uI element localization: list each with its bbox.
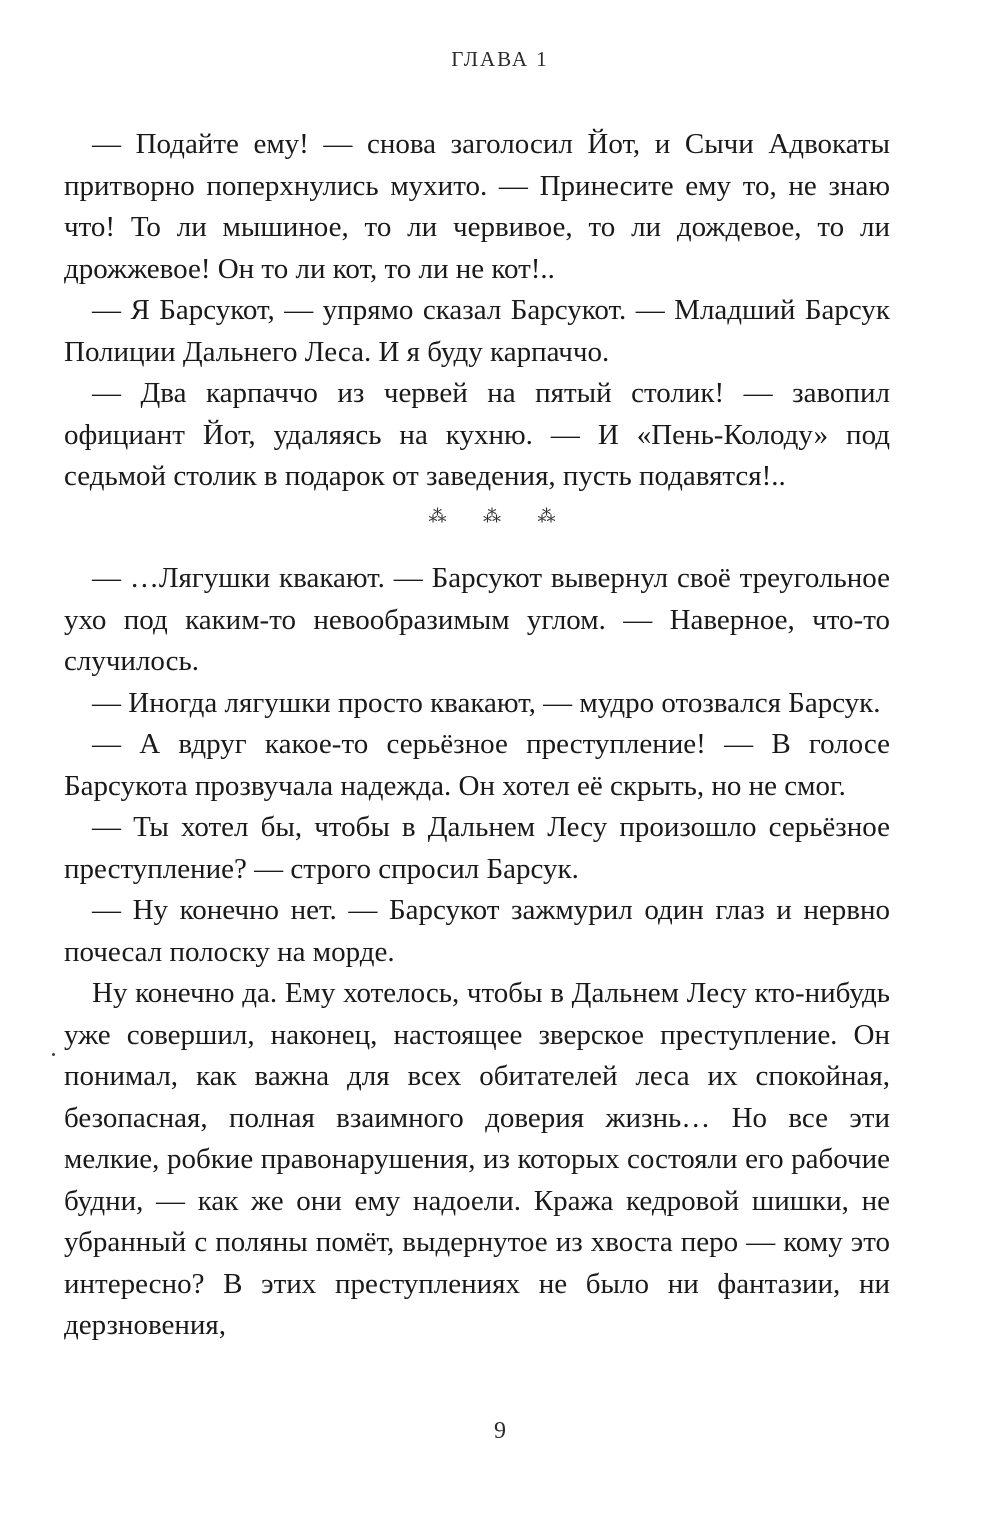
paragraph: — …Лягушки квакают. — Барсукот вывернул своё треугольное ухо под каким-то невообразимым углом. — Наверное, что-то случилось. [64, 562, 890, 677]
print-speck [52, 1053, 55, 1056]
paragraph: — Ну конечно нет. — Барсукот зажмурил один глаз и нервно почесал полоску на морде. [64, 894, 890, 968]
paragraph: — Я Барсукот, — упрямо сказал Барсукот. — Младший Барсук Полиции Дальнего Леса. И я буду карпаччо. [64, 294, 890, 368]
paragraph: — А вдруг какое-то серьёзное преступление! — В голосе Барсукота прозвучала надежда. Он хотел её скрыть, но не смог. [64, 728, 890, 802]
paragraph: — Два карпаччо из червей на пятый столик! — завопил официант Йот, удаляясь на кухню. — И «Пень-Колоду» под седьмой столик в подарок от заведения, пусть подавятся!.. [64, 377, 890, 492]
text-block-lower [64, 558, 890, 1347]
text-block-upper [64, 124, 890, 498]
paragraph: — Подайте ему! — снова заголосил Йот, и Сычи Адвокаты притворно поперхнулись мухито. — Принесите ему то, не знаю что! То ли мышиное, то ли червивое, то ли дождевое, то ли дрожжевое! Он то ли кот, то ли не кот!.. [64, 128, 890, 285]
paragraph: Ну конечно да. Ему хотелось, чтобы в Дальнем Лесу кто-нибудь уже совершил, наконец, настоящее зверское преступление. Он понимал, как важна для всех обитателей леса их спокойная, безопасная, полная взаимного доверия жизнь… Но все эти мелкие, робкие правонарушения, из которых состояли его рабочие будни, — как же они ему надоели. Кража кедровой шишки, не убранный с поляны помёт, выдернутое из хвоста перо — кому это интересно? В этих преступлениях не было ни фантазии, ни дерзновения, [64, 977, 890, 1341]
paragraph: — Иногда лягушки просто квакают, — мудро отозвался Барсук. [92, 686, 881, 719]
paragraph: — Ты хотел бы, чтобы в Дальнем Лесу произошло серьёзное преступление? — строго спросил Барсук. [64, 811, 890, 885]
section-break-ornament: ⁂ ⁂ ⁂ [428, 506, 572, 526]
chapter-running-head: ГЛАВА 1 [451, 47, 549, 71]
page-number: 9 [494, 1418, 506, 1444]
